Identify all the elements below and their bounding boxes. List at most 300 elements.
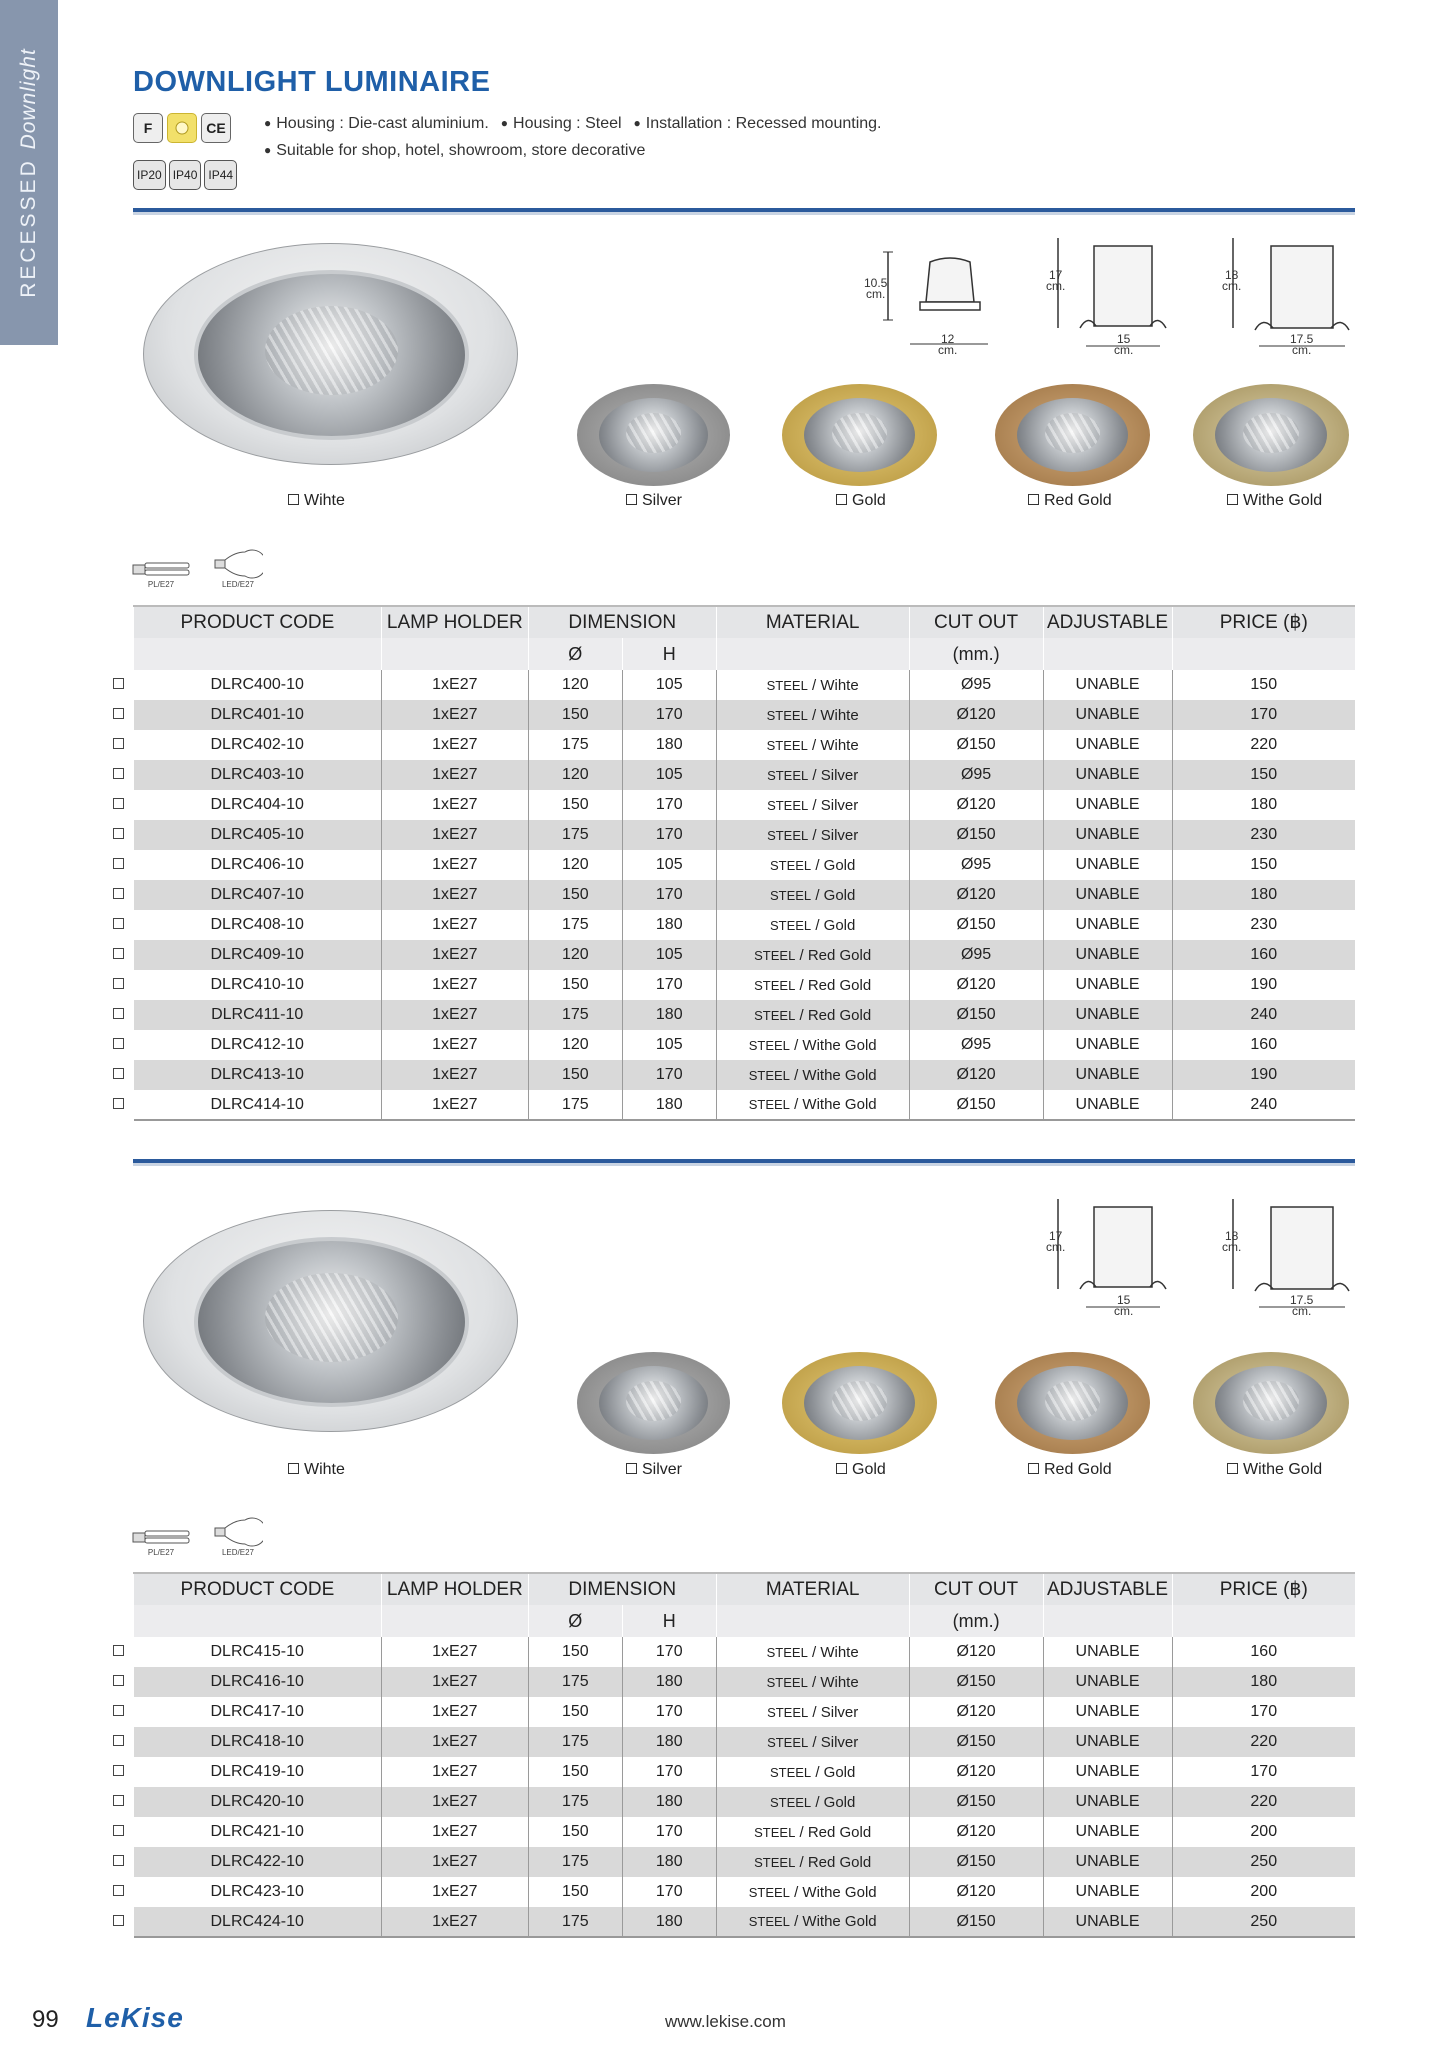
diameter-cell: 175 — [528, 1000, 622, 1030]
price-cell: 170 — [1172, 700, 1355, 730]
col-dimension: DIMENSION — [528, 606, 716, 638]
dimension-label: 10.5 cm. — [864, 276, 888, 301]
lamp-holder-cell: 1xE27 — [381, 1817, 528, 1847]
table-row — [134, 1060, 1356, 1090]
lamp-holder-cell: 1xE27 — [381, 1757, 528, 1787]
col-adjustable: ADJUSTABLE — [1043, 606, 1172, 638]
cut-out-cell: Ø120 — [909, 880, 1043, 910]
price-cell: 180 — [1172, 1667, 1355, 1697]
col-height: H — [622, 1605, 716, 1637]
material-cell: STEEL / Red Gold — [716, 1817, 909, 1847]
material-cell: STEEL / Gold — [716, 1757, 909, 1787]
finish-option[interactable]: Silver — [626, 1461, 682, 1479]
lamp-holder-cell: 1xE27 — [381, 1060, 528, 1090]
price-cell: 220 — [1172, 730, 1355, 760]
material-cell: STEEL / Red Gold — [716, 940, 909, 970]
spec-table-1 — [133, 605, 1355, 1121]
table-row — [134, 850, 1356, 880]
pl-bulb-icon: PL/E27 — [131, 558, 191, 589]
cut-out-cell: Ø120 — [909, 1697, 1043, 1727]
row-checkbox[interactable] — [113, 1755, 127, 1785]
price-cell: 180 — [1172, 880, 1355, 910]
diameter-cell: 175 — [528, 820, 622, 850]
product-code-cell: DLRC424-10 — [134, 1907, 382, 1937]
cut-out-cell: Ø150 — [909, 820, 1043, 850]
adjustable-cell: UNABLE — [1043, 700, 1172, 730]
cut-out-cell: Ø150 — [909, 910, 1043, 940]
product-code-cell: DLRC421-10 — [210, 1823, 304, 1840]
lamp-holder-cell: 1xE27 — [381, 850, 528, 880]
height-cell: 105 — [622, 1030, 716, 1060]
finish-option[interactable]: Red Gold — [1028, 492, 1112, 510]
lamp-holder-cell: 1xE27 — [381, 910, 528, 940]
lamp-holder-cell: 1xE27 — [381, 700, 528, 730]
product-code-cell: DLRC405-10 — [134, 820, 382, 850]
diameter-cell: 120 — [528, 940, 622, 970]
dimension-label: 15 cm. — [1114, 332, 1134, 357]
adjustable-cell: UNABLE — [1043, 1757, 1172, 1787]
price-cell: 160 — [1172, 1637, 1355, 1667]
height-cell: 170 — [622, 1697, 716, 1727]
cut-out-cell: Ø120 — [909, 970, 1043, 1000]
ip-rating-badge: IP20 — [133, 160, 166, 190]
finish-option[interactable]: Withe Gold — [1227, 492, 1322, 510]
dimension-label: 17 cm. — [1046, 1229, 1066, 1254]
page-title: DOWNLIGHT LUMINAIRE — [133, 66, 491, 98]
adjustable-cell: UNABLE — [1043, 760, 1172, 790]
col-dimension: DIMENSION — [528, 1573, 716, 1605]
table-row — [134, 910, 1356, 940]
product-code-cell: DLRC420-10 — [134, 1787, 382, 1817]
row-checkbox[interactable] — [113, 1845, 127, 1875]
material-cell: STEEL / Red Gold — [716, 970, 909, 1000]
adjustable-cell: UNABLE — [1043, 1787, 1172, 1817]
table-row — [134, 1817, 1356, 1847]
product-code-cell: DLRC414-10 — [134, 1090, 382, 1120]
material-cell: STEEL / Silver — [716, 790, 909, 820]
material-cell: STEEL / Wihte — [716, 670, 909, 700]
dimension-diagram-large — [1215, 232, 1355, 357]
feature-item: Installation : Recessed mounting. — [645, 115, 882, 132]
product-code-cell: DLRC409-10 — [134, 940, 382, 970]
section-side-tab — [0, 0, 58, 345]
lamp-holder-cell: 1xE27 — [381, 1787, 528, 1817]
adjustable-cell: UNABLE — [1043, 1637, 1172, 1667]
lamp-holder-cell: 1xE27 — [381, 1000, 528, 1030]
product-code-cell: DLRC418-10 — [134, 1727, 382, 1757]
lamp-holder-cell: 1xE27 — [381, 670, 528, 700]
table-row — [134, 1847, 1356, 1877]
height-cell: 105 — [622, 670, 716, 700]
table-row — [134, 700, 1356, 730]
finish-option[interactable]: Red Gold — [1028, 1461, 1112, 1479]
section-divider — [133, 208, 1355, 212]
website-url[interactable]: www.lekise.com — [665, 2012, 786, 2031]
row-checkbox[interactable] — [113, 1875, 127, 1905]
cut-out-cell: Ø120 — [909, 1877, 1043, 1907]
row-checkbox[interactable] — [113, 758, 127, 788]
product-photo-white — [143, 1210, 518, 1432]
diameter-cell: 175 — [528, 730, 622, 760]
material-cell: STEEL / Withe Gold — [716, 1030, 909, 1060]
row-checkbox[interactable] — [113, 968, 127, 998]
height-cell: 180 — [622, 1090, 716, 1120]
product-code-cell: DLRC404-10 — [210, 796, 304, 813]
product-code-cell: DLRC413-10 — [134, 1060, 382, 1090]
cut-out-cell: Ø150 — [909, 1787, 1043, 1817]
ip-rating-badge: IP40 — [169, 160, 202, 190]
height-cell: 170 — [622, 820, 716, 850]
product-code-cell: DLRC408-10 — [210, 916, 304, 933]
col-mm: (mm.) — [909, 1605, 1043, 1637]
table-row — [134, 1637, 1356, 1667]
dimension-label: 18 cm. — [1222, 1229, 1242, 1254]
lamp-type-icons — [131, 548, 263, 589]
price-cell: 200 — [1172, 1877, 1355, 1907]
diameter-cell: 120 — [528, 670, 622, 700]
ce-mark-icon: CE — [201, 113, 231, 143]
page-number: 99 — [32, 2006, 59, 2033]
material-cell: STEEL / Red Gold — [716, 1000, 909, 1030]
product-code-cell: DLRC401-10 — [134, 700, 382, 730]
col-mm: (mm.) — [909, 638, 1043, 670]
cut-out-cell: Ø95 — [909, 1030, 1043, 1060]
col-material: MATERIAL — [716, 1573, 909, 1605]
adjustable-cell: UNABLE — [1043, 970, 1172, 1000]
cut-out-cell: Ø120 — [909, 1060, 1043, 1090]
feature-item: Housing : Steel — [513, 115, 622, 132]
table-row — [134, 790, 1356, 820]
dimension-label: 17.5 cm. — [1290, 1293, 1314, 1318]
product-photo-gold — [782, 1352, 937, 1454]
feature-item: Suitable for shop, hotel, showroom, store decorative — [276, 142, 646, 159]
material-cell: STEEL / Withe Gold — [716, 1877, 909, 1907]
diameter-cell: 175 — [528, 910, 622, 940]
row-checkbox[interactable] — [113, 1785, 127, 1815]
row-checkbox[interactable] — [113, 698, 127, 728]
material-cell: STEEL / Gold — [716, 910, 909, 940]
height-cell: 170 — [622, 880, 716, 910]
product-photo-withe-gold — [1193, 1352, 1349, 1454]
spec-table-2 — [133, 1572, 1355, 1938]
brand-logo: LeKise — [86, 2002, 184, 2033]
price-cell: 170 — [1172, 1757, 1355, 1787]
product-photo-withe-gold — [1193, 384, 1349, 486]
table-row — [134, 1030, 1356, 1060]
price-cell: 220 — [1172, 1787, 1355, 1817]
lamp-holder-cell: 1xE27 — [381, 730, 528, 760]
height-cell: 180 — [622, 1847, 716, 1877]
row-checkbox[interactable] — [113, 998, 127, 1028]
col-diameter: Ø — [528, 638, 622, 670]
product-code-cell: DLRC417-10 — [210, 1703, 304, 1720]
adjustable-cell: UNABLE — [1043, 940, 1172, 970]
product-photo-silver — [577, 384, 730, 486]
adjustable-cell: UNABLE — [1043, 1667, 1172, 1697]
height-cell: 170 — [622, 790, 716, 820]
ip-ratings — [133, 160, 237, 190]
material-cell: STEEL / Withe Gold — [716, 1090, 909, 1120]
product-code-cell: DLRC412-10 — [210, 1036, 304, 1053]
led-bulb-icon: LED/E27 — [213, 1516, 263, 1557]
price-cell: 250 — [1172, 1847, 1355, 1877]
row-checkbox[interactable] — [113, 908, 127, 938]
energy-saving-icon — [167, 113, 197, 143]
diameter-cell: 175 — [528, 1090, 622, 1120]
pl-bulb-icon: PL/E27 — [131, 1526, 191, 1557]
height-cell: 170 — [622, 1877, 716, 1907]
finish-option[interactable]: Silver — [626, 492, 682, 510]
table-row — [134, 970, 1356, 1000]
material-cell: STEEL / Withe Gold — [716, 1060, 909, 1090]
row-checkbox[interactable] — [113, 1815, 127, 1845]
adjustable-cell: UNABLE — [1043, 1030, 1172, 1060]
diameter-cell: 150 — [528, 790, 622, 820]
height-cell: 170 — [622, 1757, 716, 1787]
material-cell: STEEL / Silver — [716, 1727, 909, 1757]
price-cell: 160 — [1172, 940, 1355, 970]
product-code-cell: DLRC406-10 — [210, 856, 304, 873]
product-code-cell: DLRC407-10 — [134, 880, 382, 910]
material-cell: STEEL / Silver — [716, 1697, 909, 1727]
product-code-cell: DLRC403-10 — [134, 760, 382, 790]
col-lamp-holder: LAMP HOLDER — [381, 606, 528, 638]
adjustable-cell: UNABLE — [1043, 880, 1172, 910]
diameter-cell: 175 — [528, 1667, 622, 1697]
price-cell: 200 — [1172, 1817, 1355, 1847]
col-adjustable: ADJUSTABLE — [1043, 1573, 1172, 1605]
col-product-code: PRODUCT CODE — [134, 606, 382, 638]
col-product-code: PRODUCT CODE — [134, 1573, 382, 1605]
price-cell: 190 — [1172, 1060, 1355, 1090]
adjustable-cell: UNABLE — [1043, 1090, 1172, 1120]
product-code-cell: DLRC422-10 — [134, 1847, 382, 1877]
cut-out-cell: Ø150 — [909, 1727, 1043, 1757]
adjustable-cell: UNABLE — [1043, 1060, 1172, 1090]
table-row — [134, 760, 1356, 790]
table-row — [134, 1907, 1356, 1937]
finish-option[interactable]: Wihte — [288, 1461, 345, 1479]
row-checkboxes — [113, 668, 127, 1118]
col-cut-out: CUT OUT — [909, 606, 1043, 638]
material-cell: STEEL / Gold — [716, 850, 909, 880]
height-cell: 105 — [622, 850, 716, 880]
cut-out-cell: Ø95 — [909, 670, 1043, 700]
table-row — [134, 1000, 1356, 1030]
cut-out-cell: Ø95 — [909, 760, 1043, 790]
lamp-holder-cell: 1xE27 — [381, 1637, 528, 1667]
table-row — [134, 1757, 1356, 1787]
price-cell: 150 — [1172, 850, 1355, 880]
row-checkbox[interactable] — [113, 1088, 127, 1118]
price-cell: 150 — [1172, 670, 1355, 700]
product-code-cell: DLRC423-10 — [210, 1883, 304, 1900]
material-cell: STEEL / Wihte — [716, 1637, 909, 1667]
material-cell: STEEL / Wihte — [716, 730, 909, 760]
adjustable-cell: UNABLE — [1043, 1847, 1172, 1877]
diameter-cell: 175 — [528, 1787, 622, 1817]
dimension-label: 12 cm. — [938, 332, 958, 357]
product-code-cell: DLRC410-10 — [210, 976, 304, 993]
row-checkbox[interactable] — [113, 848, 127, 878]
lamp-holder-cell: 1xE27 — [381, 940, 528, 970]
adjustable-cell: UNABLE — [1043, 670, 1172, 700]
diameter-cell: 150 — [528, 880, 622, 910]
cut-out-cell: Ø150 — [909, 1907, 1043, 1937]
table-row — [134, 1727, 1356, 1757]
height-cell: 180 — [622, 1727, 716, 1757]
price-cell: 150 — [1172, 760, 1355, 790]
diameter-cell: 175 — [528, 1847, 622, 1877]
diameter-cell: 150 — [528, 700, 622, 730]
finish-option[interactable]: Gold — [836, 1461, 886, 1479]
product-code-cell: DLRC402-10 — [210, 736, 304, 753]
price-cell: 190 — [1172, 970, 1355, 1000]
diameter-cell: 150 — [528, 1637, 622, 1667]
material-cell: STEEL / Silver — [716, 760, 909, 790]
diameter-cell: 150 — [528, 1877, 622, 1907]
price-cell: 240 — [1172, 1090, 1355, 1120]
row-checkbox[interactable] — [113, 1028, 127, 1058]
col-lamp-holder: LAMP HOLDER — [381, 1573, 528, 1605]
adjustable-cell: UNABLE — [1043, 1000, 1172, 1030]
diameter-cell: 120 — [528, 1030, 622, 1060]
dimension-diagram-medium — [1040, 232, 1175, 357]
lamp-holder-cell: 1xE27 — [381, 1697, 528, 1727]
price-cell: 170 — [1172, 1697, 1355, 1727]
lamp-holder-cell: 1xE27 — [381, 820, 528, 850]
row-checkbox[interactable] — [113, 788, 127, 818]
table-row — [134, 1877, 1356, 1907]
dimension-diagram-large — [1215, 1193, 1355, 1318]
dimension-diagram-small — [870, 232, 1000, 352]
table-row — [134, 670, 1356, 700]
col-price: PRICE (฿) — [1172, 1573, 1355, 1605]
feature-item: Housing : Die-cast aluminium. — [276, 115, 489, 132]
price-cell: 250 — [1172, 1907, 1355, 1937]
product-photo-gold — [782, 384, 937, 486]
row-checkbox[interactable] — [113, 938, 127, 968]
price-cell: 240 — [1172, 1000, 1355, 1030]
finish-option[interactable]: Gold — [836, 492, 886, 510]
lamp-holder-cell: 1xE27 — [381, 790, 528, 820]
price-cell: 230 — [1172, 910, 1355, 940]
diameter-cell: 150 — [528, 1817, 622, 1847]
material-cell: STEEL / Gold — [716, 880, 909, 910]
adjustable-cell: UNABLE — [1043, 850, 1172, 880]
height-cell: 180 — [622, 1667, 716, 1697]
finish-option[interactable]: Withe Gold — [1227, 1461, 1322, 1479]
product-code-cell: DLRC400-10 — [210, 676, 304, 693]
table-row — [134, 730, 1356, 760]
table-row — [134, 940, 1356, 970]
row-checkbox[interactable] — [113, 1695, 127, 1725]
diameter-cell: 175 — [528, 1727, 622, 1757]
height-cell: 170 — [622, 1060, 716, 1090]
row-checkbox[interactable] — [113, 878, 127, 908]
ip-rating-badge: IP44 — [204, 160, 237, 190]
f-mark-icon: F — [133, 113, 163, 143]
side-tab-text: RECESSED Downlight — [17, 47, 40, 298]
lamp-holder-cell: 1xE27 — [381, 1907, 528, 1937]
lamp-holder-cell: 1xE27 — [381, 1667, 528, 1697]
height-cell: 180 — [622, 1907, 716, 1937]
product-photo-white — [143, 243, 518, 465]
led-bulb-icon: LED/E27 — [213, 548, 263, 589]
lamp-holder-cell: 1xE27 — [381, 1727, 528, 1757]
lamp-holder-cell: 1xE27 — [381, 880, 528, 910]
height-cell: 180 — [622, 1787, 716, 1817]
diameter-cell: 150 — [528, 970, 622, 1000]
price-cell: 230 — [1172, 820, 1355, 850]
table-row — [134, 1090, 1356, 1120]
section-divider — [133, 1159, 1355, 1163]
finish-option[interactable]: Wihte — [288, 492, 345, 510]
row-checkbox[interactable] — [113, 728, 127, 758]
lamp-holder-cell: 1xE27 — [381, 1030, 528, 1060]
material-cell: STEEL / Wihte — [716, 700, 909, 730]
height-cell: 170 — [622, 970, 716, 1000]
row-checkbox[interactable] — [113, 668, 127, 698]
lamp-holder-cell: 1xE27 — [381, 760, 528, 790]
adjustable-cell: UNABLE — [1043, 820, 1172, 850]
col-price: PRICE (฿) — [1172, 606, 1355, 638]
feature-list: ● Housing : Die-cast aluminium. ● Housing : Steel ● Installation : Recessed mounting. ● Suitable for shop, hotel, showroom, store decorative — [264, 115, 882, 159]
row-checkbox[interactable] — [113, 1635, 127, 1665]
material-cell: STEEL / Red Gold — [716, 1847, 909, 1877]
table-row — [134, 880, 1356, 910]
row-checkbox[interactable] — [113, 1058, 127, 1088]
material-cell: STEEL / Silver — [716, 820, 909, 850]
row-checkbox[interactable] — [113, 818, 127, 848]
row-checkboxes — [113, 1635, 127, 1935]
product-code-cell: DLRC415-10 — [210, 1643, 304, 1660]
dimension-label: 17 cm. — [1046, 268, 1066, 293]
table-row — [134, 1697, 1356, 1727]
product-photo-red-gold — [995, 1352, 1150, 1454]
height-cell: 170 — [622, 1637, 716, 1667]
lamp-holder-cell: 1xE27 — [381, 1877, 528, 1907]
cut-out-cell: Ø150 — [909, 1667, 1043, 1697]
product-photo-red-gold — [995, 384, 1150, 486]
lamp-type-icons — [131, 1516, 263, 1557]
cut-out-cell: Ø150 — [909, 1847, 1043, 1877]
price-cell: 220 — [1172, 1727, 1355, 1757]
row-checkbox[interactable] — [113, 1905, 127, 1935]
cut-out-cell: Ø120 — [909, 700, 1043, 730]
diameter-cell: 150 — [528, 1757, 622, 1787]
lamp-holder-cell: 1xE27 — [381, 1090, 528, 1120]
cut-out-cell: Ø95 — [909, 850, 1043, 880]
height-cell: 105 — [622, 760, 716, 790]
adjustable-cell: UNABLE — [1043, 910, 1172, 940]
col-material: MATERIAL — [716, 606, 909, 638]
row-checkbox[interactable] — [113, 1665, 127, 1695]
cut-out-cell: Ø120 — [909, 1817, 1043, 1847]
diameter-cell: 175 — [528, 1907, 622, 1937]
adjustable-cell: UNABLE — [1043, 1877, 1172, 1907]
col-cut-out: CUT OUT — [909, 1573, 1043, 1605]
dimension-diagram-medium — [1040, 1193, 1175, 1318]
material-cell: STEEL / Wihte — [716, 1667, 909, 1697]
product-code-cell: DLRC411-10 — [134, 1000, 382, 1030]
certification-icons — [133, 113, 231, 143]
adjustable-cell: UNABLE — [1043, 1817, 1172, 1847]
diameter-cell: 150 — [528, 1697, 622, 1727]
adjustable-cell: UNABLE — [1043, 1697, 1172, 1727]
cut-out-cell: Ø150 — [909, 1090, 1043, 1120]
row-checkbox[interactable] — [113, 1725, 127, 1755]
